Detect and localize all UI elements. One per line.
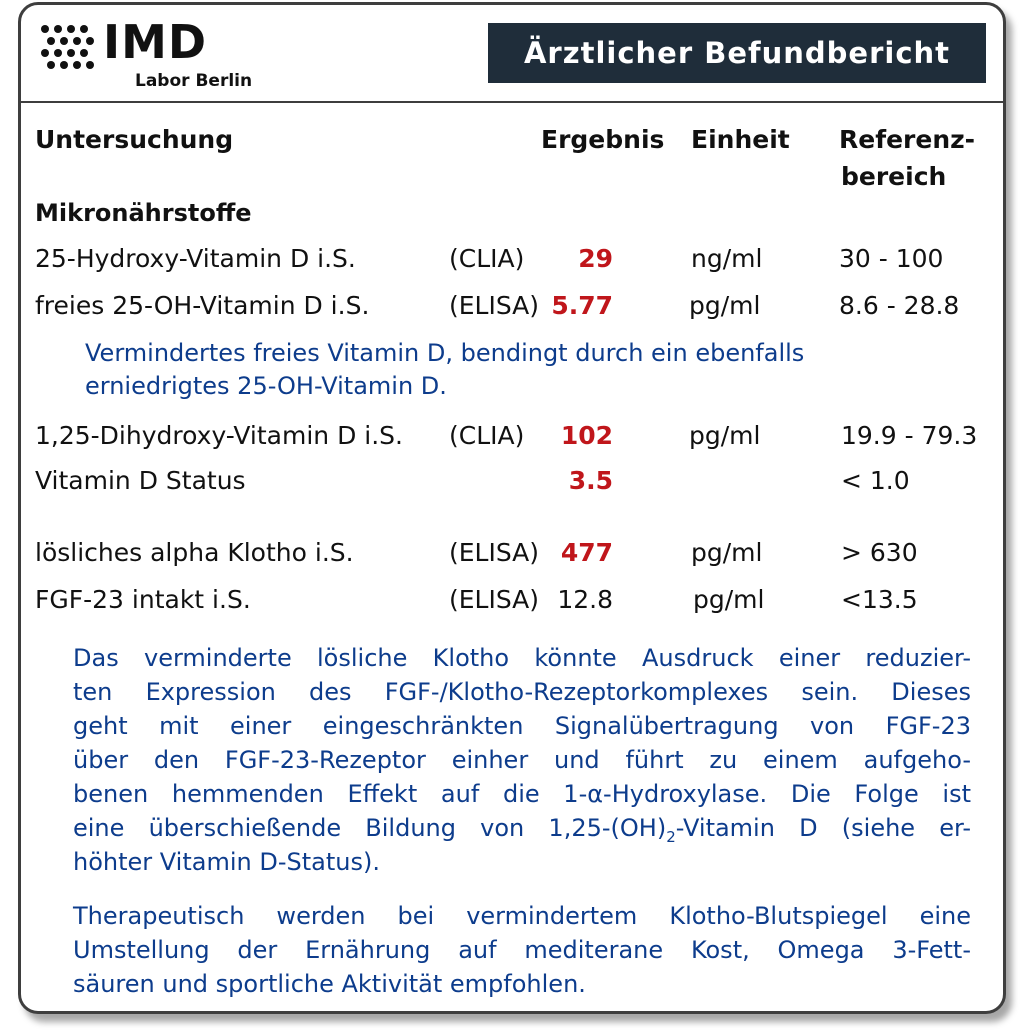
row-value-flagged: 3.5 bbox=[568, 466, 613, 495]
paragraph-line: geht mit einer eingeschränkten Signalübertragung von FGF-23 bbox=[73, 712, 971, 740]
row-method: (ELISA) bbox=[449, 291, 540, 320]
paragraph-line: Umstellung der Ernährung auf mediterane Kost, Omega 3-Fett- bbox=[73, 936, 971, 964]
header-divider bbox=[21, 101, 1003, 103]
klotho-interpretation bbox=[73, 641, 971, 879]
paragraph-line: benen hemmenden Effekt auf die 1-α-Hydroxylase. Die Folge ist bbox=[73, 780, 971, 808]
row-unit: ng/ml bbox=[691, 244, 763, 273]
row-reference: 8.6 - 28.8 bbox=[839, 291, 960, 320]
paragraph-line: Das verminderte lösliche Klotho könnte Ausdruck einer reduzier- bbox=[73, 644, 971, 672]
column-header-unit: Einheit bbox=[691, 125, 790, 154]
row-unit: pg/ml bbox=[689, 291, 761, 320]
row-reference: 19.9 - 79.3 bbox=[841, 421, 978, 450]
imd-logo bbox=[39, 15, 269, 93]
row-value-flagged: 102 bbox=[560, 421, 613, 450]
paragraph-line: über den FGF-23-Rezeptor einher und führt zu einem aufgeho- bbox=[73, 746, 971, 774]
row-value: 12.8 bbox=[557, 585, 613, 614]
row-method: (CLIA) bbox=[449, 244, 525, 273]
paragraph-line bbox=[73, 811, 971, 845]
logo-text: IMD bbox=[103, 15, 208, 69]
row-unit: pg/ml bbox=[693, 585, 765, 614]
comment-line: erniedrigtes 25-OH-Vitamin D. bbox=[85, 372, 447, 400]
paragraph-line: ten Expression des FGF-/Klotho-Rezeptorkomplexes sein. Dieses bbox=[73, 678, 971, 706]
report-card bbox=[18, 2, 1006, 1014]
row-value-flagged: 29 bbox=[578, 244, 613, 273]
comment-line: Vermindertes freies Vitamin D, bendingt durch ein ebenfalls bbox=[85, 339, 805, 367]
row-value-flagged: 477 bbox=[560, 538, 613, 567]
row-unit: pg/ml bbox=[691, 538, 763, 567]
row-value-flagged: 5.77 bbox=[551, 291, 613, 320]
row-reference: > 630 bbox=[841, 538, 918, 567]
column-header-test: Untersuchung bbox=[35, 125, 234, 154]
dot-grid-logo-icon bbox=[39, 23, 99, 73]
subscript: 2 bbox=[666, 828, 676, 846]
section-title: Mikronährstoffe bbox=[35, 199, 252, 227]
vitamin-d-comment bbox=[85, 337, 965, 403]
row-method: (ELISA) bbox=[449, 538, 540, 567]
row-name: FGF-23 intakt i.S. bbox=[35, 585, 251, 614]
row-name: Vitamin D Status bbox=[35, 466, 246, 495]
paragraph-text: eine überschießende Bildung von 1,25-(OH) bbox=[73, 814, 667, 842]
therapy-recommendation bbox=[73, 899, 971, 1001]
column-header-reference: Referenz- bbox=[839, 125, 976, 154]
paragraph-line: Therapeutisch werden bei vermindertem Klotho-Blutspiegel eine bbox=[73, 902, 971, 930]
row-name: 1,25-Dihydroxy-Vitamin D i.S. bbox=[35, 421, 403, 450]
paragraph-text: -Vitamin D (siehe er- bbox=[675, 814, 971, 842]
column-header-result: Ergebnis bbox=[541, 125, 665, 154]
row-reference: 30 - 100 bbox=[839, 244, 944, 273]
row-unit: pg/ml bbox=[689, 421, 761, 450]
row-reference: < 1.0 bbox=[841, 466, 910, 495]
row-name: freies 25-OH-Vitamin D i.S. bbox=[35, 291, 370, 320]
row-name: lösliches alpha Klotho i.S. bbox=[35, 538, 354, 567]
paragraph-line: säuren und sportliche Aktivität empfohlen. bbox=[73, 970, 586, 998]
paragraph-line: höhter Vitamin D-Status). bbox=[73, 848, 380, 876]
row-method: (ELISA) bbox=[449, 585, 540, 614]
row-reference: <13.5 bbox=[841, 585, 918, 614]
row-method: (CLIA) bbox=[449, 421, 525, 450]
row-name: 25-Hydroxy-Vitamin D i.S. bbox=[35, 244, 356, 273]
report-title: Ärztlicher Befundbericht bbox=[488, 23, 986, 83]
column-header-reference-2: bereich bbox=[841, 162, 947, 191]
logo-subtext: Labor Berlin bbox=[135, 71, 253, 91]
